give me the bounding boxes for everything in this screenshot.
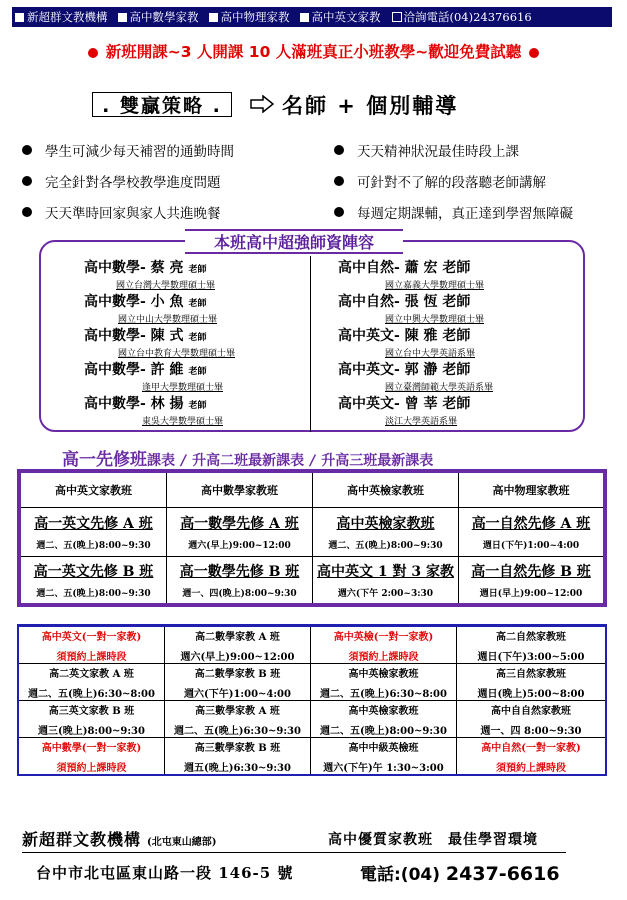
table-cell: 高中數學(一對一家教) 須預約上課時段 [19, 738, 165, 774]
table-cell: 高中英檢家教班 週二、五(晚上)8:00~9:30 [311, 701, 457, 738]
square-icon [209, 13, 218, 22]
square-icon [118, 13, 127, 22]
bullet-icon [334, 176, 344, 186]
square-icon [300, 13, 309, 22]
teacher-entry: 高中英文- 陳 雅 老師 國立台中大學英語系畢 [338, 325, 493, 359]
table-header-row [21, 473, 603, 508]
bullet-icon [334, 207, 344, 217]
table-cell: 高二數學家教 B 班 週六(下午)1:00~4:00 [165, 664, 311, 701]
bullet-icon [334, 145, 344, 155]
table-cell: 高一自然先修 A 班 週日(下午)1:00~4:00 [459, 508, 603, 557]
bullet-dot-icon [88, 48, 98, 58]
teacher-degree: 國立台中大學英語系畢 [385, 349, 476, 359]
schedule-table-1 [17, 469, 607, 607]
table-cell: 高一英文先修 A 班 週二、五(晚上)8:00~9:30 [21, 508, 167, 557]
square-icon [15, 13, 24, 22]
footer-address: 台中市北屯區東山路一段 146-5 號 [36, 864, 294, 882]
bullet-icon [22, 207, 32, 217]
table-row [19, 701, 605, 738]
teacher-degree: 國立中興大學數理碩士畢 [385, 315, 485, 325]
topbar-item: 高中英文家教 [297, 9, 381, 25]
table-cell: 高一自然先修 B 班 週日(早上)9:00~12:00 [471, 564, 591, 599]
teacher-entry: 高中數學- 小 魚 老師 國立中山大學數理碩士畢 [84, 291, 235, 325]
bullets-left [22, 134, 234, 227]
table-cell: 高中英檢家教班 週二、五(晚上)8:00~9:30 [313, 508, 459, 557]
table-row [21, 508, 603, 557]
headline-text: 新班開課~3 人開課 10 人滿班真正小班教學~歡迎免費試聽 [105, 43, 522, 61]
table-cell: 高中英文(一對一家教) 須預約上課時段 [19, 627, 165, 664]
teacher-entry: 高中數學- 蔡 亮 老師 國立台灣大學數理碩士畢 [84, 257, 235, 291]
table-cell: 高二英文家教 A 班 週二、五(晚上)6:30~8:00 [19, 664, 165, 701]
teacher-degree: 東吳大學數學碩士畢 [142, 417, 224, 427]
bullets-right [334, 134, 573, 227]
table-cell: 高二自然家教班 週日(下午)3:00~5:00 [457, 627, 605, 664]
headline [0, 40, 627, 62]
teacher-degree: 國立嘉義大學數理碩士畢 [385, 281, 485, 291]
table-cell: 高三自然家教班 週日(晚上)5:00~8:00 [457, 664, 605, 701]
teacher-degree: 國立台灣大學數理碩士畢 [116, 281, 216, 291]
teacher-degree: 國立臺灣師範大學英語系畢 [385, 383, 494, 393]
teacher-entry: 高中自然- 張 恆 老師 國立中興大學數理碩士畢 [338, 291, 493, 325]
teachers-divider [310, 256, 311, 432]
phone-icon [392, 12, 402, 22]
footer-slogan: 高中優質家教班 最佳學習環境 [328, 832, 538, 848]
teacher-entry: 高中數學- 林 揚 老師 東吳大學數學碩士畢 [84, 393, 235, 427]
table-cell: 高三數學家教 A 班 週二、五(晚上)6:30~9:30 [165, 701, 311, 738]
strategy-box: . 雙贏策略 . [92, 92, 232, 117]
table-cell: 高一數學先修 A 班 週六(早上)9:00~12:00 [167, 508, 313, 557]
list-item: 每週定期課輔，真正達到學習無障礙 [334, 196, 573, 227]
column-header: 高中英檢家教班 [313, 473, 459, 508]
table-cell: 高一數學先修 B 班 週一、四(晚上)8:00~9:30 [167, 557, 313, 603]
teachers-left-column [84, 257, 235, 427]
teachers-title: 本班高中超強師資陣容 [185, 229, 403, 254]
top-bar [12, 7, 612, 27]
table-cell: 高中英檢家教班 週二、五(晚上)6:30~8:00 [311, 664, 457, 701]
topbar-item: 新超群文教機構 [12, 9, 108, 25]
table-row [21, 557, 603, 603]
footer-branch: (北屯東山總部) [147, 837, 217, 848]
bullet-icon [22, 145, 32, 155]
table-row [19, 664, 605, 701]
table-cell: 高中自然(一對一家教) 須預約上課時段 [481, 742, 581, 774]
column-header: 高中數學家教班 [167, 473, 313, 508]
teacher-entry: 高中英文- 郭 瀞 老師 國立臺灣師範大學英語系畢 [338, 362, 494, 393]
table-cell: 高中英檢(一對一家教) 須預約上課時段 [311, 627, 457, 664]
list-item: 學生可減少每天補習的通勤時間 [22, 134, 234, 165]
teacher-entry: 高中英文- 曾 莘 老師 淡江大學英語系畢 [338, 393, 493, 427]
list-item: 天天精神狀況最佳時段上課 [334, 134, 573, 165]
teacher-degree: 國立中山大學數理碩士畢 [118, 315, 218, 325]
topbar-item: 高中數學家教 [115, 9, 199, 25]
bullet-icon [22, 176, 32, 186]
table-cell: 高三數學家教 B 班 週五(晚上)6:30~9:30 [165, 738, 311, 774]
column-header: 高中物理家教班 [459, 473, 603, 508]
teacher-entry: 高中數學- 許 維 老師 逢甲大學數理碩士畢 [84, 359, 235, 393]
teacher-degree: 淡江大學英語系畢 [385, 417, 458, 427]
table-cell: 高二數學家教 A 班 週六(早上)9:00~12:00 [165, 627, 311, 664]
teacher-entry: 高中自然- 蕭 宏 老師 國立嘉義大學數理碩士畢 [338, 257, 493, 291]
arrow-right-icon [250, 95, 274, 113]
topbar-item: 高中物理家教 [206, 9, 290, 25]
teacher-degree: 國立台中教育大學數理碩士畢 [118, 349, 236, 359]
list-item: 完全針對各學校教學進度問題 [22, 165, 234, 196]
footer [22, 827, 602, 850]
strategy-slogan: 名師 + 個別輔導 [282, 94, 459, 118]
table-cell: 高一英文先修 B 班 週二、五(晚上)8:00~9:30 [21, 557, 167, 603]
schedule-heading: 高一先修班課表 / 升高二班最新課表 / 升高三班最新課表 [62, 450, 434, 470]
teacher-degree: 逢甲大學數理碩士畢 [142, 383, 224, 393]
table-cell: 高中英文 1 對 3 家教 週六(下午 2:00~3:30 [313, 557, 459, 603]
bullet-dot-icon [529, 48, 539, 58]
list-item: 可針對不了解的段落聽老師講解 [334, 165, 573, 196]
teachers-right-column [338, 257, 493, 427]
table-cell: 高中自自然家教班 週一、四 8:00~9:30 [457, 701, 605, 738]
table-row [19, 627, 605, 664]
list-item: 天天準時回家與家人共進晚餐 [22, 196, 234, 227]
column-header: 高中英文家教班 [21, 473, 167, 508]
table-cell: 高中中級英檢班 週六(下午)午 1:30~3:00 [311, 738, 457, 774]
schedule-table-2 [17, 624, 607, 776]
table-row [19, 738, 605, 774]
footer-phone: 電話:(04) 2437-6616 [360, 863, 560, 885]
footer-org-name: 新超群文教機構 [22, 830, 142, 849]
topbar-phone: 洽詢電話(04)24376616 [388, 9, 532, 25]
teacher-entry: 高中數學- 陳 式 老師 國立台中教育大學數理碩士畢 [84, 328, 236, 359]
table-cell: 高三英文家教 B 班 週三(晚上)8:00~9:30 [19, 701, 165, 738]
footer-divider [22, 852, 566, 853]
